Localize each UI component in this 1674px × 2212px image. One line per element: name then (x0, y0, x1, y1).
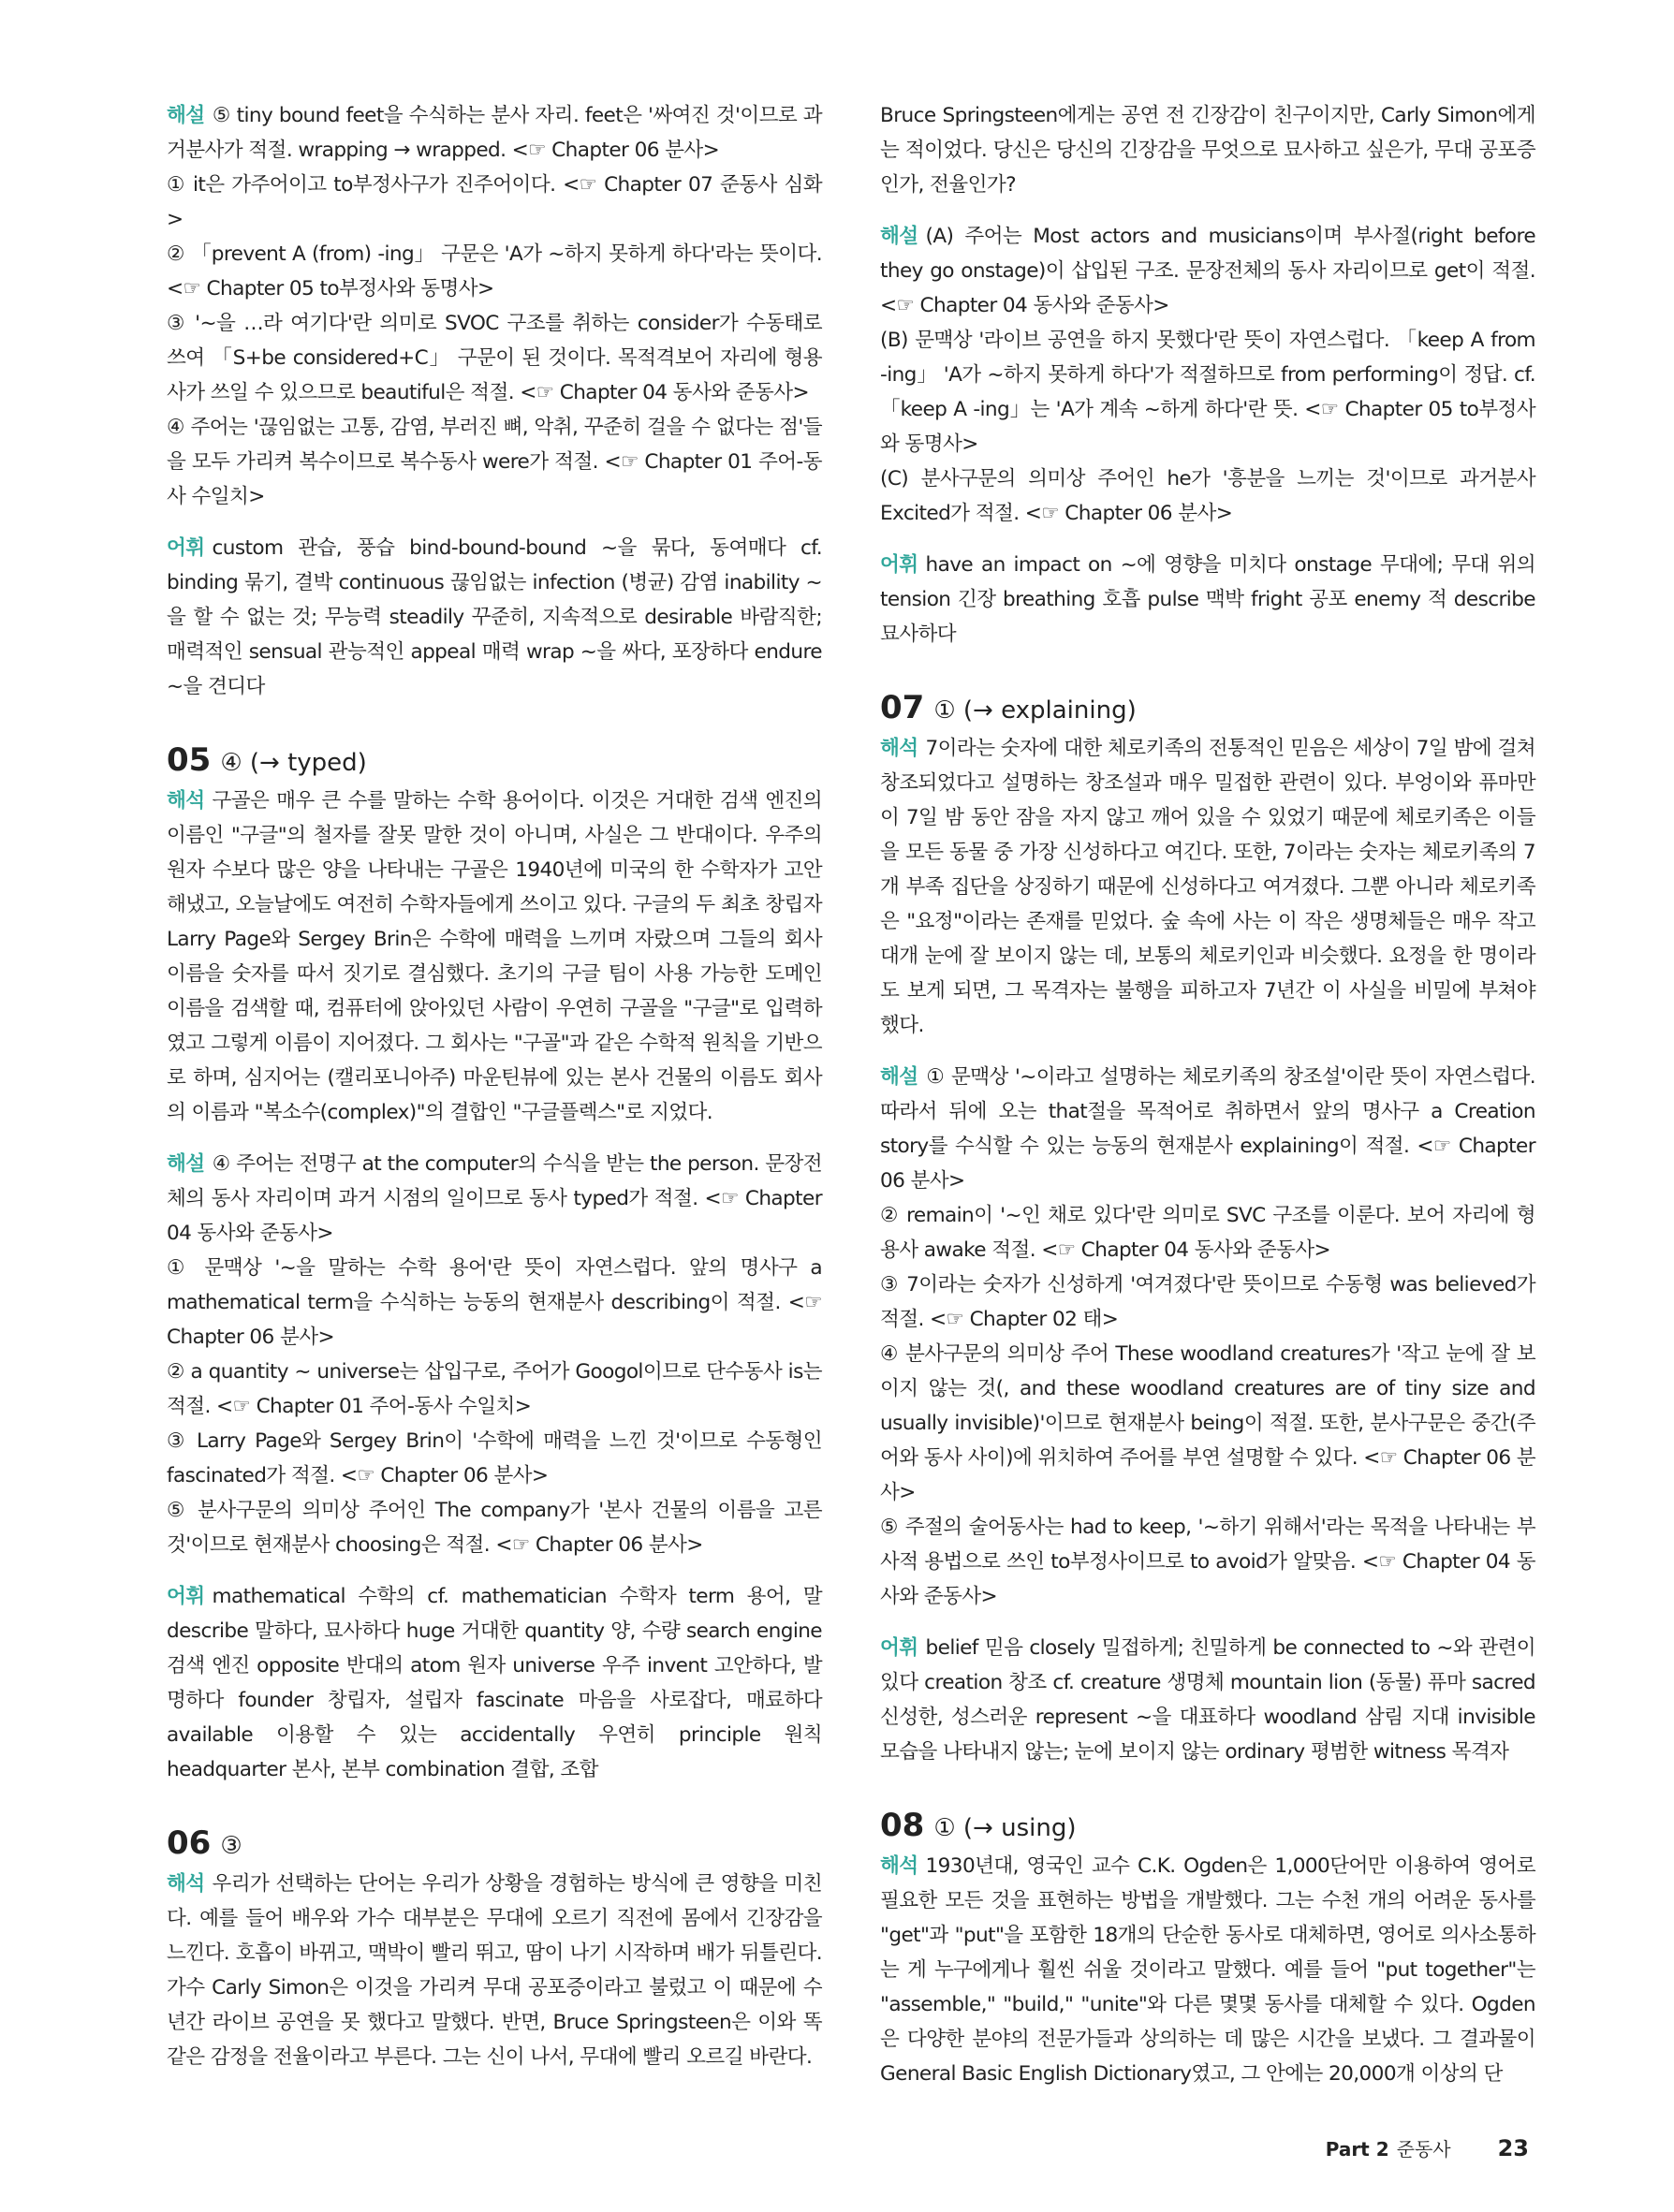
question-number: 05 (167, 741, 212, 779)
explanation-paragraph: 해설 (A) 주어는 Most actors and musicians이며 부사절(right before they go onstage)이 삽입된 구조. 문장전체의 동사 자리이므로 get이 적절. <☞ Chapter 04 동사와 준동사> (880, 225, 1535, 317)
question-number: 07 (880, 689, 925, 726)
left-column (167, 98, 822, 2074)
translation-label: 해석 (167, 1872, 205, 1896)
q05-vocab: 어휘 mathematical 수학의 cf. mathematician 수학자 term 용어, 말 describe 말하다, 묘사하다 huge 거대한 quantity 양, 수량 search engine 검색 엔진 opposite 반대의 atom 원자 universe 우주 invent 고안하다, 발명하다 founder 창립자, 설립자 fascinate 마음을 사로잡다, 매료하다 available 이용할 수 있는 accidentally 우연히 principle 원칙 headquarter 본사, 본부 combination 결합, 조합 (167, 1585, 822, 1781)
explanation-label: 해설 (167, 104, 205, 127)
question-answer: ③ (220, 1832, 242, 1860)
vocab-label: 어휘 (880, 1636, 918, 1660)
footer-part: Part 2 (1325, 2138, 1389, 2161)
explanation-label: 해설 (167, 1152, 205, 1176)
question-05-header (167, 741, 822, 782)
explanation-paragraph: 해설 ⑤ tiny bound feet을 수식하는 분사 자리. feet은 '싸여진 것'이므로 과거분사가 적절. wrapping → wrapped. <☞ Chapter 06 분사> (167, 104, 822, 162)
explanation-item: ② remain이 '~인 채로 있다'란 의미로 SVC 구조를 이룬다. 보어 자리에 형용사 awake 적절. <☞ Chapter 04 동사와 준동사> (880, 1204, 1535, 1262)
question-answer: ④ (→ typed) (220, 749, 367, 777)
explanation-item: ② a quantity ~ universe는 삽입구로, 주어가 Googol이므로 단수동사 is는 적절. <☞ Chapter 01 주어-동사 수일치> (167, 1360, 822, 1418)
vocab-label: 어휘 (167, 536, 205, 560)
explanation-item: ① 문맥상 '~을 말하는 수학 용어'란 뜻이 자연스럽다. 앞의 명사구 a mathematical term을 수식하는 능동의 현재분사 describing이 적절. <☞ Chapter 06 분사> (167, 1256, 822, 1349)
footer-topic: 준동사 (1396, 2138, 1451, 2161)
question-number: 06 (167, 1824, 212, 1862)
explanation-item: ⑤ 주절의 술어동사는 had to keep, '~하기 위해서'라는 목적을 나타내는 부사적 용법으로 쓰인 to부정사이므로 to avoid가 알맞음. <☞ Chapter 04 동사와 준동사> (880, 1516, 1535, 1608)
q06-translation: 해석 우리가 선택하는 단어는 우리가 상황을 경험하는 방식에 큰 영향을 미친다. 예를 들어 배우와 가수 대부분은 무대에 오르기 직전에 몸에서 긴장감을 느낀다. 호흡이 바뀌고, 맥박이 빨리 뛰고, 땀이 나기 시작하며 배가 뒤틀린다. 가수 Carly Simon은 이것을 가리켜 무대 공포증이라고 불렀고 이 때문에 수년간 라이브 공연을 못 했다고 말했다. 반면, Bruce Springsteen은 이와 똑같은 감정을 전율이라고 부른다. 그는 신이 나서, 무대에 빨리 오르길 바란다. (167, 1872, 822, 2069)
explanation-item: ③ Larry Page와 Sergey Brin이 '수학에 매력을 느낀 것'이므로 수동형인 fascinated가 적절. <☞ Chapter 06 분사> (167, 1429, 822, 1487)
explanation-label: 해설 (880, 1065, 918, 1089)
question-07-header (880, 689, 1535, 729)
explanation-item: ④ 주어는 '끊임없는 고통, 감염, 부러진 뼈, 악취, 꾸준히 걸을 수 없다는 점'들을 모두 가리켜 복수이므로 복수동사 were가 적절. <☞ Chapter 01 주어-동사 수일치> (167, 416, 822, 508)
q04-explanation-block (167, 98, 822, 514)
explanation-item: (C) 분사구문의 의미상 주어인 he가 '흥분을 느끼는 것'이므로 과거분사 Excited가 적절. <☞ Chapter 06 분사> (880, 467, 1535, 525)
explanation-item: (B) 문맥상 '라이브 공연을 하지 못했다'란 뜻이 자연스럽다. 「keep A from -ing」 'A가 ~하지 못하게 하다'가 적절하므로 from performing이 정답. cf. 「keep A -ing」는 'A가 계속 ~하게 하다'란 뜻. <☞ Chapter 05 to부정사와 동명사> (880, 329, 1535, 456)
translation-label: 해석 (880, 737, 918, 760)
question-08-header (880, 1807, 1535, 1847)
explanation-paragraph: 해설 ④ 주어는 전명구 at the computer의 수식을 받는 the person. 문장전체의 동사 자리이며 과거 시점의 일이므로 동사 typed가 적절. <☞ Chapter 04 동사와 준동사> (167, 1152, 822, 1245)
question-06-header (167, 1824, 822, 1865)
explanation-item: ② 「prevent A (from) -ing」 구문은 'A가 ~하지 못하게 하다'라는 뜻이다. <☞ Chapter 05 to부정사와 동명사> (167, 242, 822, 300)
explanation-paragraph: 해설 ① 문맥상 '~이라고 설명하는 체로키족의 창조설'이란 뜻이 자연스럽다. 따라서 뒤에 오는 that절을 목적어로 취하면서 앞의 명사구 a Creation story를 수식할 수 있는 능동의 현재분사 explaining이 적절. <☞ Chapter 06 분사> (880, 1065, 1535, 1193)
page-footer (1326, 2134, 1529, 2161)
question-number: 08 (880, 1807, 925, 1844)
vocab-label: 어휘 (880, 553, 918, 577)
q07-vocab: 어휘 belief 믿음 closely 밀접하게; 친밀하게 be connected to ~와 관련이 있다 creation 창조 cf. creature 생명체 mountain lion (동물) 퓨마 sacred 신성한, 성스러운 represent ~을 대표하다 woodland 삼림 지대 invisible 모습을 나타내지 않는; 눈에 보이지 않는 ordinary 평범한 witness 목격자 (880, 1636, 1535, 1764)
explanation-item: ⑤ 분사구문의 의미상 주어인 The company가 '본사 건물의 이름을 고른 것'이므로 현재분사 choosing은 적절. <☞ Chapter 06 분사> (167, 1499, 822, 1557)
question-answer: ① (→ explaining) (933, 696, 1137, 725)
q06-translation-continued: Bruce Springsteen에게는 공연 전 긴장감이 친구이지만, Carly Simon에게는 적이었다. 당신은 당신의 긴장감을 무엇으로 묘사하고 싶은가, 무대 공포증인가, 전율인가? (880, 104, 1535, 197)
right-column (880, 98, 1535, 2091)
explanation-item: ③ '~을 …라 여기다'란 의미로 SVOC 구조를 취하는 consider가 수동태로 쓰여 「S+be considered+C」 구문이 된 것이다. 목적격보어 자리에 형용사가 쓰일 수 있으므로 beautiful은 적절. <☞ Chapter 04 동사와 준동사> (167, 312, 822, 404)
explanation-label: 해설 (880, 225, 918, 248)
question-answer: ① (→ using) (933, 1814, 1077, 1842)
explanation-item: ④ 분사구문의 의미상 주어 These woodland creatures가 '작고 눈에 잘 보이지 않는 것(, and these woodland creatures are of tiny size and usually invisible)'이므로 현재분사 being이 적절. 또한, 분사구문은 중간(주어와 동사 사이)에 위치하여 주어를 부연 설명할 수 있다. <☞ Chapter 06 분사> (880, 1342, 1535, 1504)
explanation-item: ③ 7이라는 숫자가 신성하게 '여겨졌다'란 뜻이므로 수동형 was believed가 적절. <☞ Chapter 02 태> (880, 1273, 1535, 1331)
q08-translation: 해석 1930년대, 영국인 교수 C.K. Ogden은 1,000단어만 이용하여 영어로 필요한 모든 것을 표현하는 방법을 개발했다. 그는 수천 개의 어려운 동사를 "get"과 "put"을 포함한 18개의 단순한 동사로 대체하면, 영어로 의사소통하는 게 누구에게나 훨씬 쉬울 것이라고 말했다. 예를 들어 "put together"는 "assemble," "build," "unite"와 다른 몇몇 동사를 대체할 수 있다. Ogden은 다양한 분야의 전문가들과 상의하는 데 많은 시간을 보냈다. 그 결과물이 General Basic English Dictionary였고, 그 안에는 20,000개 이상의 단 (880, 1854, 1535, 2086)
translation-label: 해석 (880, 1854, 918, 1878)
explanation-item: ① it은 가주어이고 to부정사구가 진주어이다. <☞ Chapter 07 준동사 심화> (167, 173, 822, 231)
q05-translation: 해석 구골은 매우 큰 수를 말하는 수학 용어이다. 이것은 거대한 검색 엔진의 이름인 "구글"의 철자를 잘못 말한 것이 아니며, 사실은 그 반대이다. 우주의 원자 수보다 많은 양을 나타내는 구골은 1940년에 미국의 한 수학자가 고안해냈고, 오늘날에도 여전히 수학자들에게 쓰이고 있다. 구글의 두 최초 창립자 Larry Page와 Sergey Brin은 수학에 매력을 느끼며 자랐으며 그들의 회사 이름을 숫자를 따서 짓기로 결심했다. 초기의 구글 팀이 사용 가능한 도메인 이름을 검색할 때, 컴퓨터에 앉아있던 사람이 우연히 구골을 "구글"로 입력하였고 그렇게 이름이 지어졌다. 그 회사는 "구골"과 같은 수학적 원칙을 기반으로 하며, 심지어는 (캘리포니아주) 마운틴뷰에 있는 본사 건물의 이름도 회사의 이름과 "복소수(complex)"의 결합인 "구글플렉스"로 지었다. (167, 789, 822, 1124)
page-number: 23 (1497, 2135, 1529, 2161)
q06-vocab: 어휘 have an impact on ~에 영향을 미치다 onstage 무대에; 무대 위의 tension 긴장 breathing 호흡 pulse 맥박 fright 공포 enemy 적 describe 묘사하다 (880, 553, 1535, 646)
q04-vocab: 어휘 custom 관습, 풍습 bind-bound-bound ~을 묶다, 동여매다 cf. binding 묶기, 결박 continuous 끊임없는 infection (병균) 감염 inability ~을 할 수 없는 것; 무능력 steadily 꾸준히, 지속적으로 desirable 바람직한; 매력적인 sensual 관능적인 appeal 매력 wrap ~을 싸다, 포장하다 endure ~을 견디다 (167, 536, 822, 698)
translation-label: 해석 (167, 789, 205, 813)
q07-translation: 해석 7이라는 숫자에 대한 체로키족의 전통적인 믿음은 세상이 7일 밤에 걸쳐 창조되었다고 설명하는 창조설과 매우 밀접한 관련이 있다. 부엉이와 퓨마만이 7일 밤 동안 잠을 자지 않고 깨어 있을 수 있었기 때문에 체로키족은 이들을 모든 동물 중 가장 신성하다고 여긴다. 또한, 7이라는 숫자는 체로키족의 7개 부족 집단을 상징하기 때문에 신성하다고 여겨졌다. 그뿐 아니라 체로키족은 "요정"이라는 존재를 믿었다. 숲 속에 사는 이 작은 생명체들은 매우 작고 대개 눈에 잘 보이지 않는 데, 보통의 체로키인과 비슷했다. 요정을 한 명이라도 보게 되면, 그 목격자는 불행을 피하고자 7년간 이 사실을 비밀에 부쳐야 했다. (880, 737, 1535, 1037)
vocab-label: 어휘 (167, 1585, 205, 1608)
